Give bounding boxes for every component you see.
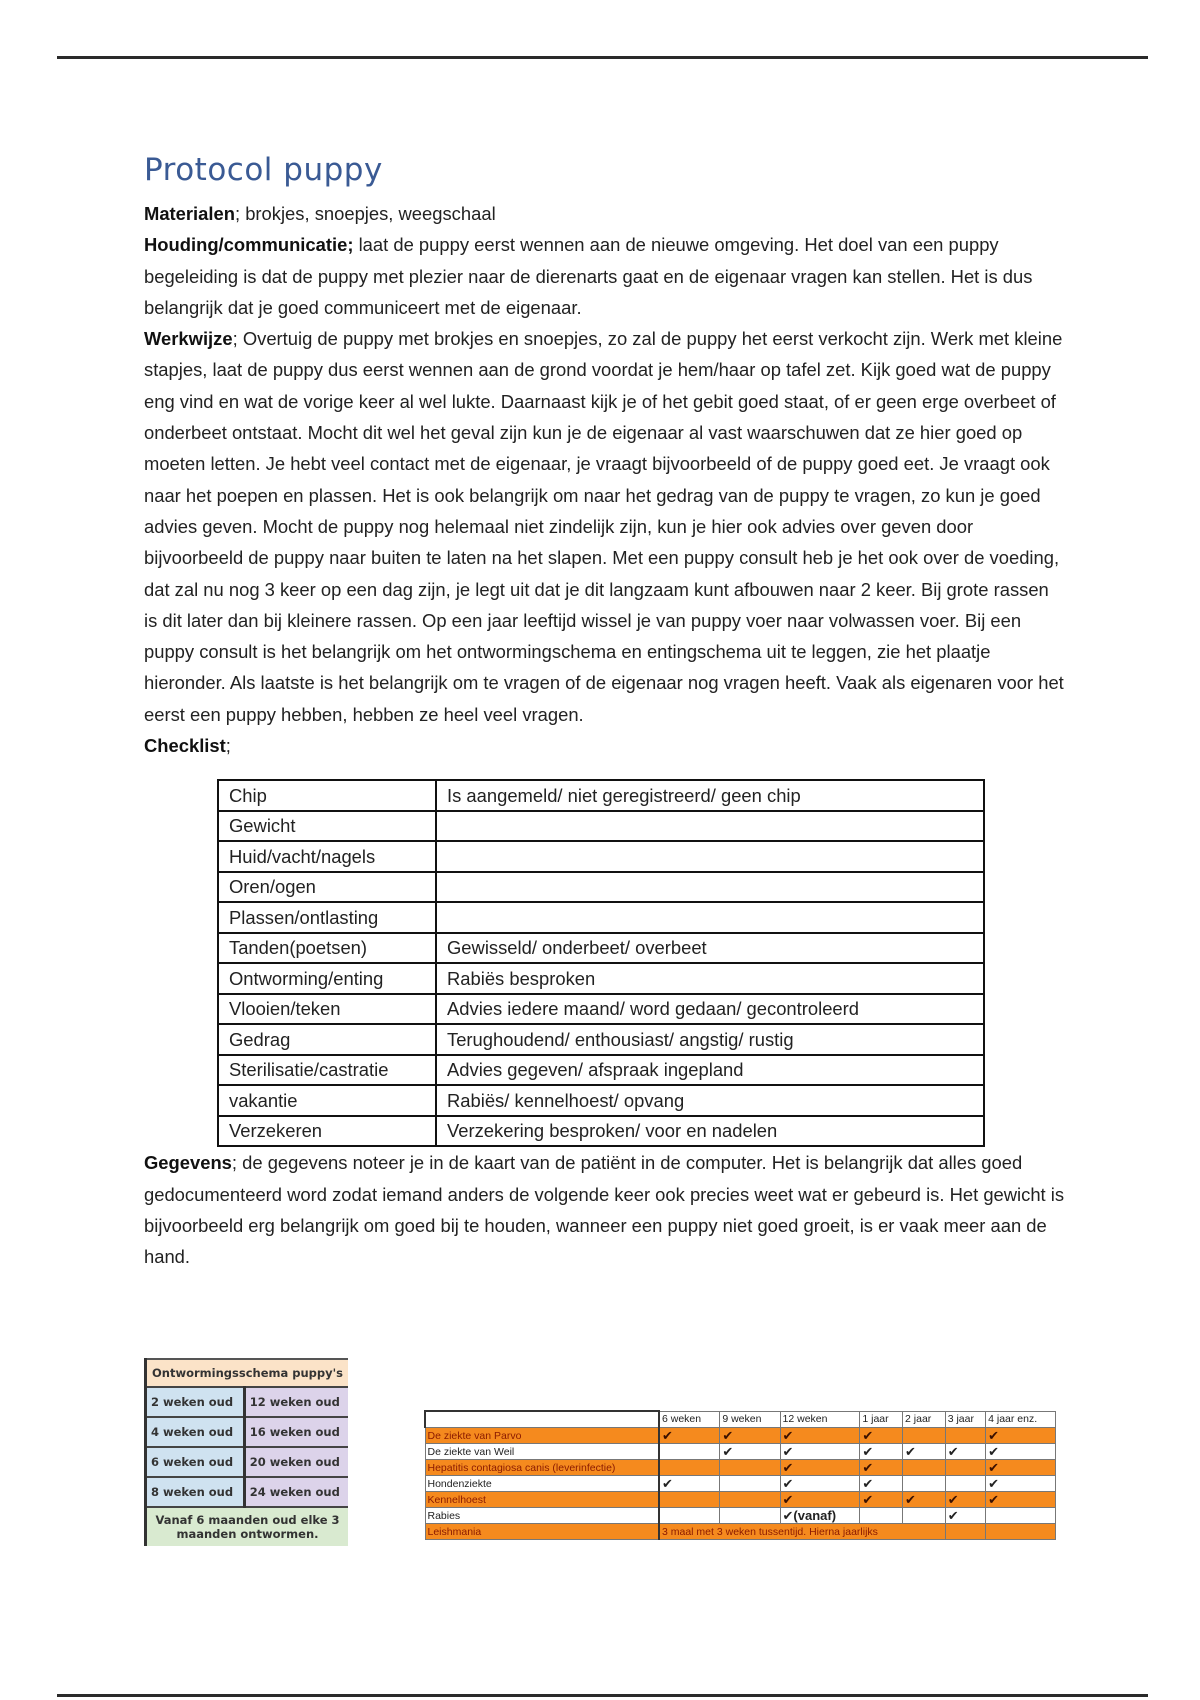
checklist-item: Huid/vacht/nagels bbox=[218, 841, 436, 872]
vaccination-cell bbox=[945, 1524, 985, 1540]
check-icon: ✔ bbox=[659, 1476, 720, 1492]
deworming-age: 24 weken oud bbox=[244, 1477, 348, 1507]
check-icon: ✔ bbox=[986, 1460, 1056, 1476]
check-icon: ✔ bbox=[860, 1460, 903, 1476]
vaccination-disease: Rabies bbox=[425, 1508, 659, 1524]
vaccination-cell bbox=[986, 1524, 1056, 1540]
vaccination-cell bbox=[720, 1476, 780, 1492]
vaccination-row bbox=[425, 1460, 1056, 1476]
checklist-item: Oren/ogen bbox=[218, 872, 436, 903]
paragraph-gegevens: Gegevens; de gegevens noteer je in de kaart van de patiënt in de computer. Het is belangrijk dat alles goed gedocumenteerd word zodat iemand anders de volgende keer ook precies weet wat er gebeurd is. Het gewicht is bijvoorbeeld erg belangrijk om goed bij te houden, wanneer een puppy niet goed groeit, is er vaak meer aan de hand. bbox=[144, 1152, 1065, 1268]
vaccination-cell bbox=[986, 1508, 1056, 1524]
vaccination-cell bbox=[945, 1460, 985, 1476]
vaccination-cell bbox=[945, 1428, 985, 1444]
checklist-value: Terughoudend/ enthousiast/ angstig/ rustig bbox=[436, 1024, 984, 1055]
checklist-value: Rabiës besproken bbox=[436, 963, 984, 994]
vaccination-header-blank bbox=[425, 1411, 659, 1428]
checklist-value bbox=[436, 872, 984, 903]
vaccination-row bbox=[425, 1476, 1056, 1492]
checklist-row bbox=[218, 902, 984, 933]
check-icon: ✔ bbox=[860, 1476, 903, 1492]
checklist-row bbox=[218, 1024, 984, 1055]
checklist-item: Vlooien/teken bbox=[218, 994, 436, 1025]
checklist-item: Gewicht bbox=[218, 811, 436, 842]
vaccination-disease: De ziekte van Parvo bbox=[425, 1428, 659, 1444]
checklist-row bbox=[218, 994, 984, 1025]
header-rule bbox=[57, 56, 1148, 59]
page-title: Protocol puppy bbox=[144, 152, 383, 188]
deworming-schedule-image bbox=[144, 1358, 348, 1546]
checklist-row bbox=[218, 780, 984, 811]
checklist-value: Rabiës/ kennelhoest/ opvang bbox=[436, 1085, 984, 1116]
vaccination-column-header: 3 jaar bbox=[945, 1411, 985, 1428]
deworming-row bbox=[146, 1417, 349, 1447]
label-werkwijze: Werkwijze bbox=[144, 328, 233, 350]
vaccination-row bbox=[425, 1444, 1056, 1460]
checklist-value: Gewisseld/ onderbeet/ overbeet bbox=[436, 933, 984, 964]
vaccination-cell bbox=[945, 1476, 985, 1492]
vaccination-cell bbox=[659, 1492, 720, 1508]
deworming-row bbox=[146, 1447, 349, 1477]
check-icon: ✔ bbox=[945, 1508, 985, 1524]
vaccination-cell bbox=[903, 1476, 946, 1492]
vaccination-cell bbox=[720, 1508, 780, 1524]
deworming-title: Ontwormingsschema puppy's bbox=[146, 1359, 349, 1387]
checklist-item: Gedrag bbox=[218, 1024, 436, 1055]
check-icon: ✔ bbox=[780, 1492, 860, 1508]
vaccination-cell bbox=[720, 1460, 780, 1476]
vaccination-cell bbox=[860, 1508, 903, 1524]
vaccination-column-header: 6 weken bbox=[659, 1411, 720, 1428]
vaccination-row bbox=[425, 1492, 1056, 1508]
vaccination-disease: Kennelhoest bbox=[425, 1492, 659, 1508]
vaccination-row bbox=[425, 1508, 1056, 1524]
checklist-row bbox=[218, 872, 984, 903]
check-icon: ✔ bbox=[860, 1444, 903, 1460]
checklist-table bbox=[217, 779, 985, 1147]
checklist-value: Advies gegeven/ afspraak ingepland bbox=[436, 1055, 984, 1086]
paragraph-werkwijze: Werkwijze; Overtuig de puppy met brokjes en snoepjes, zo zal de puppy het eerst verkocht zijn. Werk met kleine stapjes, laat de puppy dus eerst wennen aan de grond voordat je hem/haar op tafel zet. Kijk goed wat de puppy eng vind en wat de vorige keer al wel lukte. Daarnaast kijk je of het gebit goed staat, of er geen erge overbeet of onderbeet ontstaat. Mocht dit wel het geval zijn kun je de eigenaar al vast waarschuwen dat ze hier goed op moeten letten. Je hebt veel contact met de eigenaar, je vraagt bijvoorbeeld of de puppy goed eet. Je vraagt ook naar het poepen en plassen. Het is ook belangrijk om naar het gedrag van de puppy te vragen, zo kun je goed advies geven. Mocht de puppy nog helemaal niet zindelijk zijn, kun je hier ook advies over geven door bijvoorbeeld de puppy naar buiten te laten na het slapen. Met een puppy consult heb je het ook over de voeding, dat zal nu nog 3 keer op een dag zijn, je legt uit dat je dit langzaam kunt afbouwen naar 2 keer. Bij grote rassen is dit later dan bij kleinere rassen. Op een jaar leeftijd wissel je van puppy voer naar volwassen voer. Bij een puppy consult is het belangrijk om het ontwormingschema en entingschema uit te leggen, zie het plaatje hieronder. Als laatste is het belangrijk om te vragen of de eigenaar nog vragen heeft. Vaak als eigenaren voor het eerst een puppy hebben, hebben ze heel veel vragen. bbox=[144, 328, 1064, 725]
checklist-item: Plassen/ontlasting bbox=[218, 902, 436, 933]
deworming-row bbox=[146, 1477, 349, 1507]
deworming-age: 4 weken oud bbox=[146, 1417, 245, 1447]
label-houding: Houding/communicatie; bbox=[144, 234, 354, 256]
checklist-row bbox=[218, 1116, 984, 1147]
checklist-item: vakantie bbox=[218, 1085, 436, 1116]
checklist-value: Is aangemeld/ niet geregistreerd/ geen chip bbox=[436, 780, 984, 811]
vaccination-column-header: 4 jaar enz. bbox=[986, 1411, 1056, 1428]
check-icon: ✔ bbox=[780, 1428, 860, 1444]
deworming-age: 16 weken oud bbox=[244, 1417, 348, 1447]
checklist-value: Advies iedere maand/ word gedaan/ gecontroleerd bbox=[436, 994, 984, 1025]
checklist-row bbox=[218, 1055, 984, 1086]
checklist-value bbox=[436, 902, 984, 933]
vaccination-row bbox=[425, 1428, 1056, 1444]
checklist-item: Chip bbox=[218, 780, 436, 811]
deworming-age: 6 weken oud bbox=[146, 1447, 245, 1477]
check-icon: ✔ bbox=[780, 1460, 860, 1476]
check-icon: ✔ bbox=[945, 1492, 985, 1508]
label-materialen: Materialen bbox=[144, 203, 235, 224]
check-icon: ✔(vanaf) bbox=[780, 1508, 860, 1524]
vaccination-cell bbox=[903, 1508, 946, 1524]
schedule-images bbox=[144, 1358, 1066, 1558]
deworming-row bbox=[146, 1387, 349, 1417]
check-icon: ✔ bbox=[903, 1492, 946, 1508]
checklist-value bbox=[436, 811, 984, 842]
checklist-item: Ontworming/enting bbox=[218, 963, 436, 994]
vaccination-cell bbox=[903, 1460, 946, 1476]
check-icon: ✔ bbox=[720, 1444, 780, 1460]
deworming-age: 20 weken oud bbox=[244, 1447, 348, 1477]
check-icon: ✔ bbox=[860, 1428, 903, 1444]
checklist-row bbox=[218, 1085, 984, 1116]
check-icon: ✔ bbox=[780, 1444, 860, 1460]
document-body bbox=[144, 150, 1066, 1273]
vaccination-cell bbox=[659, 1460, 720, 1476]
check-icon: ✔ bbox=[986, 1476, 1056, 1492]
deworming-age: 2 weken oud bbox=[146, 1387, 245, 1417]
check-icon: ✔ bbox=[986, 1492, 1056, 1508]
vaccination-cell bbox=[659, 1508, 720, 1524]
vaccination-disease: Leishmania bbox=[425, 1524, 659, 1540]
paragraph-checklist: Checklist; bbox=[144, 735, 231, 757]
deworming-footer: Vanaf 6 maanden oud elke 3 maanden ontwormen. bbox=[146, 1507, 349, 1546]
checklist-row bbox=[218, 841, 984, 872]
paragraph-materialen: Materialen; brokjes, snoepjes, weegschaal bbox=[144, 203, 496, 224]
vaccination-disease: Hondenziekte bbox=[425, 1476, 659, 1492]
vaccination-column-header: 12 weken bbox=[780, 1411, 860, 1428]
footer-rule bbox=[57, 1694, 1148, 1697]
checklist-item: Sterilisatie/castratie bbox=[218, 1055, 436, 1086]
paragraph-houding: Houding/communicatie; laat de puppy eerst wennen aan de nieuwe omgeving. Het doel van een puppy begeleiding is dat de puppy met plezier naar de dierenarts gaat en de eigenaar vragen kan stellen. Het is dus belangrijk dat je goed communiceert met de eigenaar. bbox=[144, 234, 1033, 318]
check-icon: ✔ bbox=[860, 1492, 903, 1508]
check-icon: ✔ bbox=[903, 1444, 946, 1460]
vaccination-cell bbox=[720, 1492, 780, 1508]
checklist-item: Tanden(poetsen) bbox=[218, 933, 436, 964]
vaccination-column-header: 9 weken bbox=[720, 1411, 780, 1428]
checklist-value bbox=[436, 841, 984, 872]
check-icon: ✔ bbox=[780, 1476, 860, 1492]
check-icon: ✔ bbox=[945, 1444, 985, 1460]
deworming-age: 12 weken oud bbox=[244, 1387, 348, 1417]
vaccination-column-header: 1 jaar bbox=[860, 1411, 903, 1428]
check-icon: ✔ bbox=[659, 1428, 720, 1444]
label-gegevens: Gegevens bbox=[144, 1152, 232, 1174]
vaccination-cell bbox=[903, 1428, 946, 1444]
vaccination-disease: Hepatitis contagiosa canis (leverinfectie) bbox=[425, 1460, 659, 1476]
checklist-item: Verzekeren bbox=[218, 1116, 436, 1147]
check-icon: ✔ bbox=[986, 1428, 1056, 1444]
checklist-row bbox=[218, 811, 984, 842]
vaccination-note: 3 maal met 3 weken tussentijd. Hierna jaarlijks bbox=[659, 1524, 945, 1540]
checklist-row bbox=[218, 933, 984, 964]
vaccination-cell bbox=[659, 1444, 720, 1460]
vaccination-column-header: 2 jaar bbox=[903, 1411, 946, 1428]
deworming-age: 8 weken oud bbox=[146, 1477, 245, 1507]
check-icon: ✔ bbox=[720, 1428, 780, 1444]
vaccination-row bbox=[425, 1524, 1056, 1540]
label-checklist: Checklist bbox=[144, 735, 226, 757]
checklist-value: Verzekering besproken/ voor en nadelen bbox=[436, 1116, 984, 1147]
checklist-row bbox=[218, 963, 984, 994]
vaccination-schedule-image bbox=[424, 1410, 1056, 1540]
vaccination-disease: De ziekte van Weil bbox=[425, 1444, 659, 1460]
check-icon: ✔ bbox=[986, 1444, 1056, 1460]
